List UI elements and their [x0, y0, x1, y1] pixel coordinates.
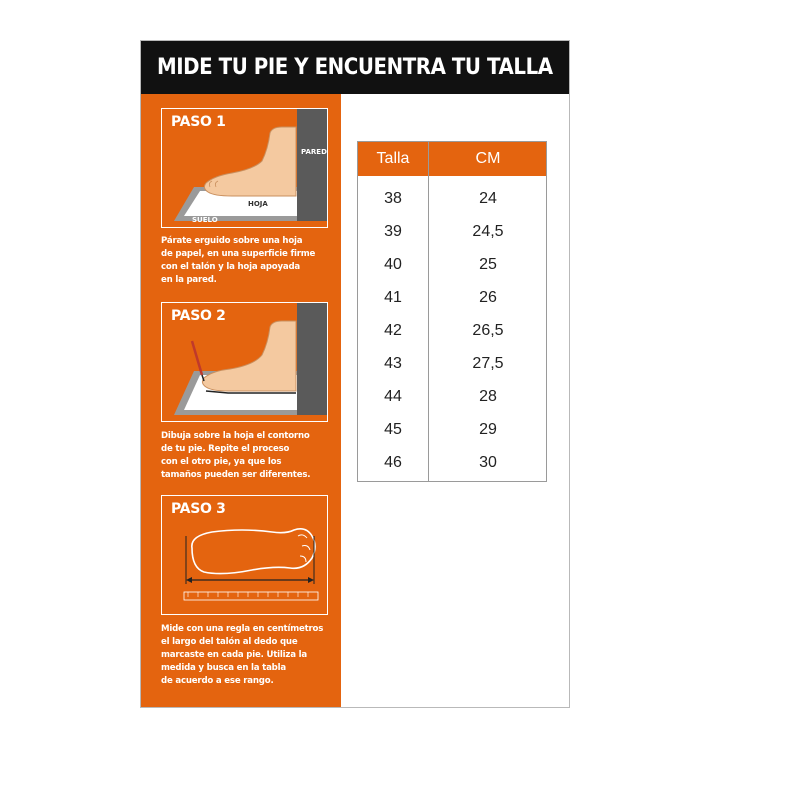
step-1-line: de papel, en una superficie firme — [161, 249, 316, 259]
size-cell: 43 — [384, 355, 402, 372]
size-cell: 44 — [384, 388, 402, 405]
cm-cell: 24 — [479, 190, 497, 207]
step-3-description — [161, 623, 336, 688]
size-cell: 45 — [384, 421, 402, 438]
table-row — [358, 248, 546, 281]
table-row — [358, 446, 546, 479]
guide-title: MIDE TU PIE Y ENCUENTRA TU TALLA — [157, 55, 553, 80]
cm-cell: 26,5 — [472, 322, 504, 339]
instructions-column — [141, 94, 341, 707]
paper-tag: HOJA — [248, 200, 268, 208]
size-cell: 46 — [384, 454, 402, 471]
table-row — [358, 380, 546, 413]
size-cell: 40 — [384, 256, 402, 273]
step-2-line: de tu pie. Repite el proceso — [161, 444, 290, 454]
floor-tag: SUELO — [192, 216, 218, 224]
table-row — [358, 347, 546, 380]
step-3-line: medida y busca en la tabla — [161, 663, 286, 673]
size-cell: 42 — [384, 322, 402, 339]
step-2-line: tamaños pueden ser diferentes. — [161, 470, 311, 480]
step-1-line: con el talón y la hoja apoyada — [161, 262, 301, 272]
size-cell: 39 — [384, 223, 402, 240]
cm-cell: 26 — [479, 289, 497, 306]
table-row — [358, 215, 546, 248]
size-cell: 38 — [384, 190, 402, 207]
step-3-line: de acuerdo a ese rango. — [161, 676, 274, 686]
cm-cell: 29 — [479, 421, 497, 438]
step-3-line: el largo del talón al dedo que — [161, 637, 298, 647]
wall-tag: PARED — [301, 148, 327, 156]
size-table — [357, 141, 547, 482]
step-3-panel — [161, 495, 328, 615]
size-cell: 41 — [384, 289, 402, 306]
size-guide-card — [140, 40, 570, 708]
step-3-line: Mide con una regla en centímetros — [161, 624, 324, 634]
size-table-header — [358, 142, 546, 176]
step-2-line: con el otro pie, ya que los — [161, 457, 282, 467]
cm-cell: 30 — [479, 454, 497, 471]
cm-cell: 27,5 — [472, 355, 504, 372]
table-row — [358, 314, 546, 347]
guide-header — [141, 41, 569, 94]
step-1-panel — [161, 108, 328, 228]
step-3-label: PASO 3 — [171, 501, 226, 517]
step-2-label: PASO 2 — [171, 308, 226, 324]
step-1-line: Párate erguido sobre una hoja — [161, 236, 303, 246]
step-2-panel — [161, 302, 328, 422]
step-1-label: PASO 1 — [171, 114, 226, 130]
step-1-line: en la pared. — [161, 275, 217, 285]
step-1-description — [161, 235, 336, 287]
column-header-cm: CM — [475, 150, 501, 167]
table-row — [358, 413, 546, 446]
table-row — [358, 281, 546, 314]
table-row — [358, 182, 546, 215]
step-2-line: Dibuja sobre la hoja el contorno — [161, 431, 310, 441]
cm-cell: 24,5 — [472, 223, 504, 240]
step-2-description — [161, 430, 336, 482]
step-3-line: marcaste en cada pie. Utiliza la — [161, 650, 307, 660]
column-header-size: Talla — [376, 150, 410, 167]
cm-cell: 25 — [479, 256, 497, 273]
cm-cell: 28 — [479, 388, 497, 405]
